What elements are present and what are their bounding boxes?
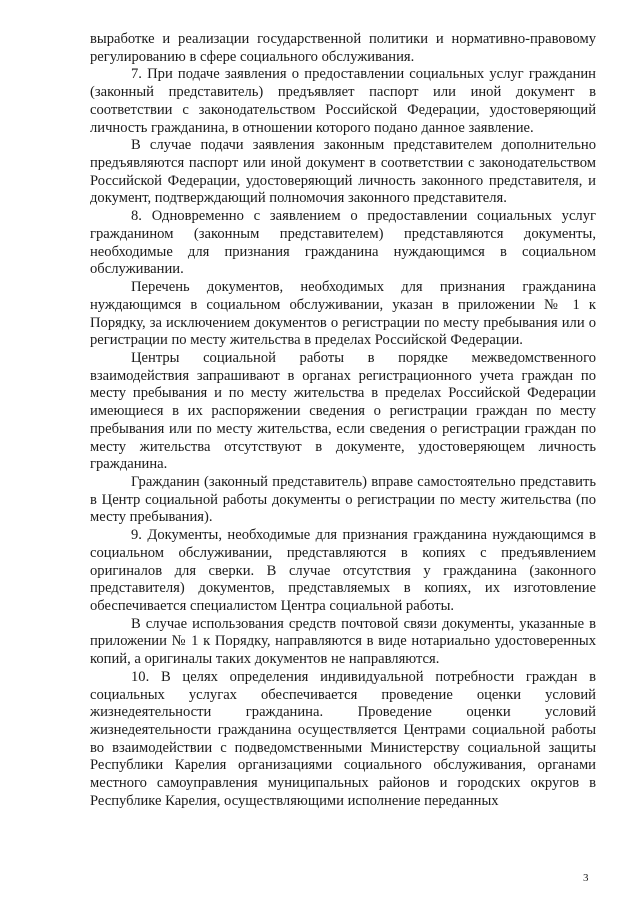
document-body	[90, 31, 596, 811]
paragraph-7: Гражданин (законный представитель) вправе самостоятельно представить в Центр социальной работы документы о регистрации по месту жительства (по месту пребывания).	[90, 473, 596, 526]
paragraph-1: выработке и реализации государственной политики и нормативно-правовому регулированию в сфере социального обслуживания.	[90, 31, 596, 65]
paragraph-3: В случае подачи заявления законным представителем дополнительно предъявляются паспорт или иной документ в соответствии с законодательством Российской Федерации, удостоверяющий личность законного представителя, и документ, подтверждающий полномочия законного представителя.	[90, 137, 596, 207]
paragraph-4: 8. Одновременно с заявлением о предоставлении социальных услуг гражданином (законным представителем) представляются документы, необходимые для признания гражданина нуждающимся в социальном обслуживании.	[90, 208, 596, 278]
paragraph-10: 10. В целях определения индивидуальной потребности граждан в социальных услугах обеспечивается проведение оценки условий жизнедеятельности гражданина. Проведение оценки условий жизнедеятельности гражданина осуществляется Центрами социальной работы во взаимодействии с подведомственными Министерству социальной защиты Республики Карелия организациями социального обслуживания, органами местного самоуправления муниципальных районов и городских округов в Республике Карелия, осуществляющими исполнение переданных	[90, 668, 596, 809]
paragraph-5: Перечень документов, необходимых для признания гражданина нуждающимся в социальном обслуживании, указан в приложении № 1 к Порядку, за исключением документов о регистрации по месту пребывания или о регистрации по месту жительства в пределах Российской Федерации.	[90, 279, 596, 349]
paragraph-2: 7. При подаче заявления о предоставлении социальных услуг гражданин (законный представитель) предъявляет паспорт или иной документ в соответствии с законодательством Российской Федерации, удостоверяющий личность гражданина, в отношении которого подано данное заявление.	[90, 66, 596, 136]
paragraph-9: В случае использования средств почтовой связи документы, указанные в приложении № 1 к Порядку, направляются в виде нотариально удостоверенных копий, а оригиналы таких документов не направляются.	[90, 615, 596, 668]
paragraph-6: Центры социальной работы в порядке межведомственного взаимодействия запрашивают в органах регистрационного учета граждан по месту пребывания и по месту жительства в пределах Российской Федерации имеющиеся в их распоряжении сведения о регистрации граждан по месту пребывания или по месту жительства, если сведения о регистрации граждан по месту жительства отсутствуют в документе, удостоверяющем личность гражданина.	[90, 349, 596, 473]
page-number: 3	[583, 872, 589, 884]
paragraph-8: 9. Документы, необходимые для признания гражданина нуждающимся в социальном обслуживании, представляются в копиях с предъявлением оригиналов для сверки. В случае отсутствия у гражданина (законного представителя) документов, представляемых в копиях, их изготовление обеспечивается специалистом Центра социальной работы.	[90, 527, 596, 614]
